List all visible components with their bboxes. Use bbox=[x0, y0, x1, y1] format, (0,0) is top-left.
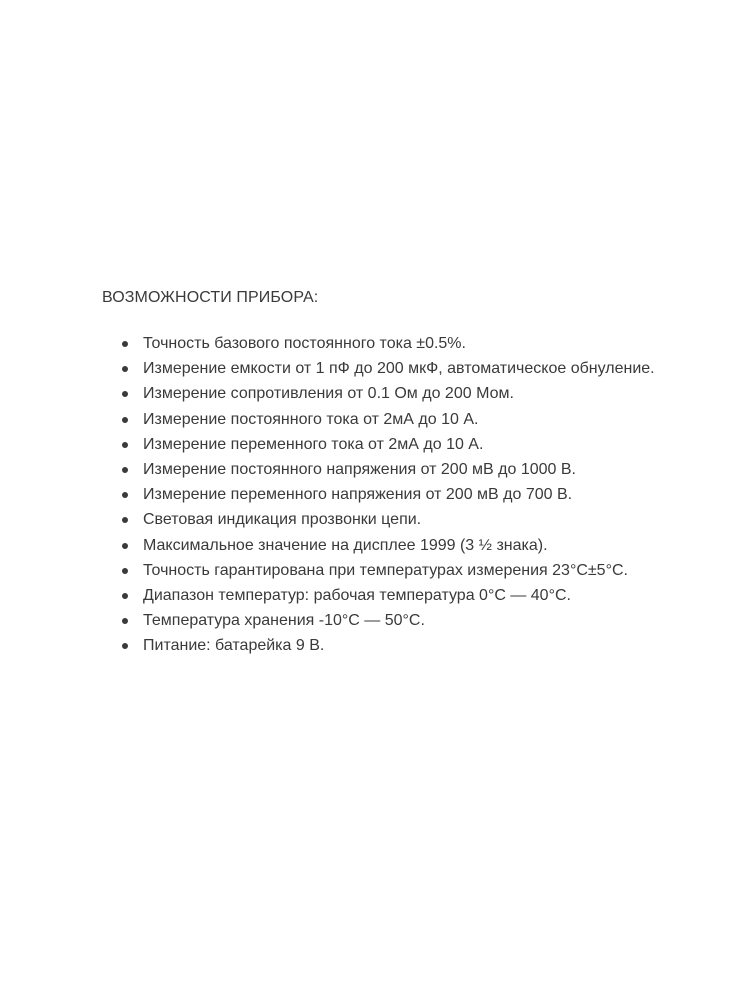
bullet-icon bbox=[122, 492, 128, 498]
list-item-text: Измерение переменного тока от 2мА до 10 А. bbox=[143, 435, 484, 453]
bullet-icon bbox=[122, 517, 128, 523]
list-item-text: Измерение постоянного тока от 2мА до 10 А. bbox=[143, 410, 479, 428]
list-item-text: Измерение емкости от 1 пФ до 200 мкФ, автоматическое обнуление. bbox=[143, 360, 655, 378]
list-item-text: Измерение сопротивления от 0.1 Ом до 200 Мом. bbox=[143, 385, 514, 403]
list-item bbox=[102, 507, 722, 532]
list-item-text: Точность базового постоянного тока ±0.5%. bbox=[143, 335, 466, 352]
features-section bbox=[102, 284, 722, 659]
list-item bbox=[102, 533, 722, 558]
bullet-icon bbox=[122, 467, 128, 473]
list-item bbox=[102, 331, 722, 356]
list-item-text: Питание: батарейка 9 В. bbox=[143, 637, 325, 655]
list-item bbox=[102, 608, 722, 633]
bullet-icon bbox=[122, 643, 128, 649]
bullet-icon bbox=[122, 568, 128, 574]
list-item-text: Измерение переменного напряжения от 200 мВ до 700 В. bbox=[143, 486, 573, 504]
list-item bbox=[102, 457, 722, 482]
bullet-icon bbox=[122, 366, 128, 372]
list-item bbox=[102, 633, 722, 658]
bullet-icon bbox=[122, 417, 128, 423]
bullet-icon bbox=[122, 442, 128, 448]
list-item-text: Точность гарантирована при температурах измерения 23°C±5°C. bbox=[143, 561, 628, 579]
section-heading: ВОЗМОЖНОСТИ ПРИБОРА: bbox=[102, 289, 319, 306]
list-item bbox=[102, 381, 722, 406]
bullet-icon bbox=[122, 543, 128, 549]
bullet-icon bbox=[122, 618, 128, 624]
bullet-icon bbox=[122, 391, 128, 397]
list-item-text: Диапазон температур: рабочая температура 0°C — 40°C. bbox=[143, 587, 571, 605]
list-item bbox=[102, 432, 722, 457]
list-item bbox=[102, 558, 722, 583]
list-item-text: Измерение постоянного напряжения от 200 мВ до 1000 В. bbox=[143, 461, 576, 479]
list-item bbox=[102, 482, 722, 507]
list-item bbox=[102, 407, 722, 432]
list-item bbox=[102, 583, 722, 608]
list-item-text: Температура хранения -10°C — 50°C. bbox=[143, 612, 425, 630]
features-list bbox=[102, 331, 722, 659]
bullet-icon bbox=[122, 593, 128, 599]
list-item-text: Световая индикация прозвонки цепи. bbox=[143, 511, 422, 529]
list-item bbox=[102, 356, 722, 381]
bullet-icon bbox=[122, 341, 128, 347]
list-item-text: Максимальное значение на дисплее 1999 (3 ½ знака). bbox=[143, 536, 548, 554]
